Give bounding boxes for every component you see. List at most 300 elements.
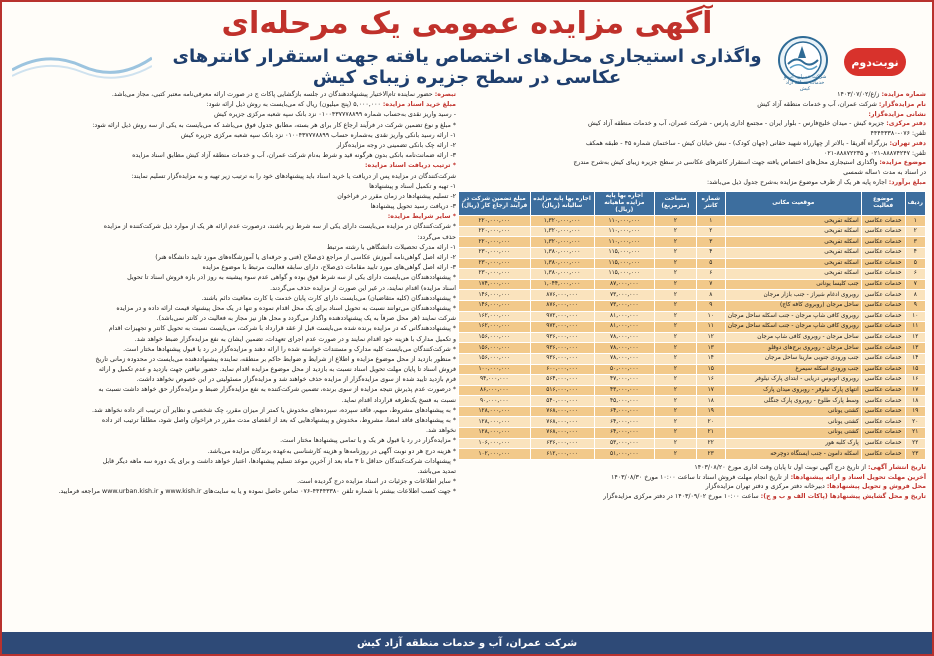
- table-cell: ۲: [655, 396, 697, 407]
- line-text: در اسناد به مدت ۱ساله شمسی: [843, 169, 926, 176]
- table-header-cell: شماره کانتر: [696, 191, 725, 216]
- info-line: [8, 304, 456, 314]
- table-cell: ۶۴,۰۰۰,۰۰۰: [594, 406, 655, 417]
- table-cell: ۷۸,۰۰۰,۰۰۰: [594, 332, 655, 343]
- table-cell: خدمات عکاسی: [861, 258, 905, 269]
- info-line: [8, 151, 456, 161]
- logo-caption: شرکت عمران، آب و خدمات منطقه آزاد کیش: [783, 74, 827, 92]
- table-cell: ۷: [905, 279, 925, 290]
- table-cell: ۱۲: [696, 332, 725, 343]
- table-cell: ۲۱: [696, 428, 725, 439]
- table-cell: ۵۱,۰۰۰,۰۰۰: [594, 449, 655, 460]
- info-line: [458, 473, 926, 483]
- line-text: نسبت به فسخ یک‌طرفه قرارداد اقدام نماید.: [341, 396, 456, 404]
- table-row: [459, 406, 926, 417]
- line-text: واگذاری استیجاری محل‌های اختصاص یافته جهت استقرار کانترهای عکاسی در سطح جزیره زیبای کیش به‌شرح مندرج: [573, 159, 880, 167]
- table-row: [459, 385, 926, 396]
- table-cell: ۱,۳۲۰,۰۰۰,۰۰۰: [530, 216, 594, 227]
- line-label: آخرین مهلت تحویل اسناد و ارائه پیشنهادها:: [790, 473, 926, 481]
- info-line: [458, 90, 926, 100]
- info-line: [8, 345, 456, 355]
- table-row: [459, 322, 926, 333]
- table-cell: ۱۲۸,۰۰۰,۰۰۰: [459, 417, 531, 428]
- table-header-cell: مبلغ تضمین شرکت در فرآیند ارجاع کار (ریال): [459, 191, 531, 216]
- table-row: [459, 396, 926, 407]
- line-text: * مبلغ و نوع تضمین شرکت در فرآیند ارجاع کار برای هر بسته، مطابق جدول فوق می‌باشد که می‌بایست به یکی از سه روش ذیل ارائه شود:: [92, 121, 456, 129]
- line-label: نام مزایده‌گزار:: [878, 100, 926, 108]
- line-label: دفتر مرکزی:: [886, 120, 926, 128]
- info-line: [458, 119, 926, 129]
- table-cell: کشتی یونانی: [725, 428, 861, 439]
- table-cell: ۱۰۰,۰۰۰,۰۰۰: [459, 364, 531, 375]
- table-cell: خدمات عکاسی: [861, 247, 905, 258]
- table-cell: ۲: [655, 438, 697, 449]
- info-line: [8, 243, 456, 253]
- table-cell: ۲: [655, 258, 697, 269]
- table-cell: ۶: [905, 269, 925, 280]
- info-line: [8, 406, 456, 416]
- table-cell: ساحل مرجان (روبروی کافه کاج): [725, 300, 861, 311]
- table-cell: ۹: [905, 300, 925, 311]
- table-cell: ۱۰: [696, 311, 725, 322]
- table-row: [459, 247, 926, 258]
- table-cell: روبروی ادغام شیراز - جنب بازار مرجان: [725, 290, 861, 301]
- info-line: [8, 182, 456, 192]
- table-cell: ۷۶۸,۰۰۰,۰۰۰: [530, 417, 594, 428]
- line-text: * منظور بازدید از محل موضوع مزایده و اطلاع از شرایط و ضوابط حاکم بر منطقه، نماینده پیشنهاددهنده می‌بایست در محدوده زمانی تاریخ: [95, 355, 456, 363]
- info-line: [8, 263, 456, 273]
- table-cell: ۲: [655, 375, 697, 386]
- info-line: [8, 314, 456, 324]
- info-line: [458, 129, 926, 139]
- line-text: ۱- تهیه و تکمیل اسناد و پیشنهادها: [369, 182, 456, 190]
- table-cell: ۱۴: [905, 353, 925, 364]
- table-cell: ۱۶: [696, 375, 725, 386]
- table-cell: ۷۳,۰۰۰,۰۰۰: [594, 300, 655, 311]
- table-cell: ۸۷,۰۰۰,۰۰۰: [594, 279, 655, 290]
- table-cell: ۱۵: [905, 364, 925, 375]
- table-cell: ۲: [655, 290, 697, 301]
- table-cell: ۸۶,۰۰۰,۰۰۰: [459, 385, 531, 396]
- table-cell: ۸۷۶,۰۰۰,۰۰۰: [530, 300, 594, 311]
- line-text: * به پیشنهادهای مشروط، مبهم، فاقد سپرده، سپرده‌های مخدوش یا کمتر از میزان مقرر، چک شخصی و نظایر آن ترتیب اثر داده نخواهد شد.: [92, 406, 456, 414]
- table-cell: ۱۱: [905, 322, 925, 333]
- table-cell: ۶۳۶,۰۰۰,۰۰۰: [530, 438, 594, 449]
- table-cell: خدمات عکاسی: [861, 353, 905, 364]
- line-label: موضوع مزایده:: [879, 159, 926, 167]
- line-text: ۳- ارائه اصل گواهی‌های مورد تایید مقامات ذی‌صلاح، دارای سابقه فعالیت مرتبط با موضوع مزایده: [202, 264, 456, 272]
- table-cell: ۱۲: [905, 332, 925, 343]
- table-row: [459, 428, 926, 439]
- table-cell: اسکله تفریحی: [725, 269, 861, 280]
- auction-details-column: [458, 90, 926, 626]
- table-cell: ۲: [655, 343, 697, 354]
- table-cell: ۷۸,۰۰۰,۰۰۰: [594, 343, 655, 354]
- table-cell: ۲: [655, 311, 697, 322]
- auction-dates-lines: [458, 463, 926, 502]
- line-text: * پیشنهاددهندگان می‌بایست دارای یکی از سه شرط فوق بوده و گواهی عدم سوء پیشینه به روز (در بازه فروش اسناد تا تحویل: [127, 274, 456, 282]
- table-cell: انتهای پارک نیلوفر - روبروی میدان پارک: [725, 385, 861, 396]
- table-cell: ۳: [905, 237, 925, 248]
- table-cell: ۱۳: [696, 343, 725, 354]
- line-label: * سایر شرایط مزایده:: [387, 213, 456, 221]
- table-row: [459, 300, 926, 311]
- table-row: [459, 226, 926, 237]
- table-cell: ۲: [655, 269, 697, 280]
- info-line: [8, 284, 456, 294]
- line-text: تلفن: ۰۷۶-۴۴۴۴۳۳۸۰: [870, 130, 926, 137]
- table-cell: ۵: [696, 258, 725, 269]
- info-line: [8, 192, 456, 202]
- table-cell: ۶۱۲,۰۰۰,۰۰۰: [530, 449, 594, 460]
- info-line: [8, 487, 456, 497]
- table-cell: اسکله تفریحی: [725, 237, 861, 248]
- line-text: اسناد مزایده) اقدام نمایند، در غیر این صورت از مزایده حذف می‌گردند.: [270, 284, 456, 292]
- line-text: از تاریخ انجام مهلت فروش اسناد تا ساعت ۱۰:۰۰ مورخ ۱۴۰۳/۰۸/۳۰: [610, 473, 791, 481]
- table-cell: ۲۲۰,۰۰۰,۰۰۰: [459, 226, 531, 237]
- line-label: شماره مزایده:: [881, 91, 926, 98]
- table-cell: ۱۰۶,۰۰۰,۰۰۰: [459, 438, 531, 449]
- line-text: * شرکت‌کنندگان می‌بایست کلیه مدارک و مستندات خواسته شده را ارائه دهند و مزایده‌گزار در رد یا قبول پیشنهادها مختار است.: [123, 345, 456, 353]
- table-cell: ۷۶۸,۰۰۰,۰۰۰: [530, 428, 594, 439]
- table-cell: ۹۳۶,۰۰۰,۰۰۰: [530, 353, 594, 364]
- table-cell: ۱۴: [696, 353, 725, 364]
- info-line: [458, 139, 926, 149]
- line-text: * درصورت عدم پذیرش نتیجه مزایده از سوی برنده، تضمین شرکت‌کننده به نفع مزایده‌گزار ضبط و مزایده‌گزار حق خواهد داشت نسبت به: [98, 386, 456, 394]
- table-cell: ۲: [655, 449, 697, 460]
- info-line: [8, 172, 456, 182]
- table-cell: ۸۷۶,۰۰۰,۰۰۰: [530, 290, 594, 301]
- table-cell: ۲: [655, 247, 697, 258]
- line-text: تمدید می‌باشد.: [417, 467, 456, 475]
- table-cell: اسکله تفریحی: [725, 258, 861, 269]
- table-cell: جنب ورودی جنوبی مارینا ساحل مرجان: [725, 353, 861, 364]
- line-text: شرکت عمران، آب و خدمات منطقه آزاد کیش: [757, 100, 879, 108]
- line-text: ۳- ارائه ضمانت‌نامه بانکی بدون هرگونه قید و شرط به‌نام شرکت عمران، آب و خدمات منطقه آزاد کیش مطابق اسناد مزایده: [132, 152, 456, 160]
- table-cell: ۹۳۶,۰۰۰,۰۰۰: [530, 343, 594, 354]
- table-cell: خدمات عکاسی: [861, 428, 905, 439]
- line-text: بزرگراه آفریقا - بالاتر از چهارراه شهید حقانی (جهان کودک) - نبش خیابان کیش - ساختمان شماره ۴۵ - طبقه همکف: [585, 139, 890, 147]
- table-cell: خدمات عکاسی: [861, 237, 905, 248]
- table-cell: روبروی کافی شاپ مرجان - جنب اسکله ساحل مرجان: [725, 311, 861, 322]
- info-line: [8, 385, 456, 395]
- line-text: - رسید واریز نقدی به‌حساب شماره ۰۱۰۰۴۳۷۷۷۸۸۹۹ نزد بانک سپه شعبه مرکزی جزیره کیش: [214, 111, 456, 119]
- table-cell: خدمات عکاسی: [861, 300, 905, 311]
- table-cell: ۱۵۶,۰۰۰,۰۰۰: [459, 343, 531, 354]
- table-cell: خدمات عکاسی: [861, 438, 905, 449]
- info-line: [458, 158, 926, 168]
- info-line: [8, 233, 456, 243]
- table-cell: ۲۰: [905, 417, 925, 428]
- info-line: [458, 168, 926, 178]
- table-cell: ۸: [905, 290, 925, 301]
- table-header-cell: ردیف: [905, 191, 925, 216]
- table-cell: ۴۳,۰۰۰,۰۰۰: [594, 385, 655, 396]
- table-cell: ۲۳۰,۰۰۰,۰۰۰: [459, 269, 531, 280]
- table-header-cell: اجاره بها پایه مزایده سالیانه (ریال): [530, 191, 594, 216]
- line-text: * پیشنهادات شرکت‌کنندگان حداقل تا ۳ ماه بعد از آخرین موعد تسلیم پیشنهادها، اعتبار خواهد داشت و برای یک دوره سه ماهه دیگر قابل: [102, 457, 456, 465]
- line-text: تلفن: ۸۸۸۷۴۲۴۷-۰۲۱ و ۸۸۸۷۲۲۳۵-۰۲۱: [824, 149, 926, 157]
- table-cell: ۱۵۶,۰۰۰,۰۰۰: [459, 353, 531, 364]
- table-cell: خدمات عکاسی: [861, 311, 905, 322]
- info-line: [8, 273, 456, 283]
- line-text: ۱- ارائه رسید بانکی واریز نقدی به‌شماره حساب ۰۱۰۰۴۳۷۷۷۸۸۹۹ نزد بانک سپه شعبه مرکزی جزیره کیش: [180, 131, 456, 139]
- table-cell: ۱,۳۸۰,۰۰۰,۰۰۰: [530, 258, 594, 269]
- table-cell: ۲۲۰,۰۰۰,۰۰۰: [459, 216, 531, 227]
- table-cell: ۳: [696, 237, 725, 248]
- table-cell: اسکله تفریحی: [725, 247, 861, 258]
- line-text: * پیشنهاددهندگانی که در مزایده برنده شده می‌بایست قبل از عقد قرارداد با شرکت، می‌بایست نسبت به تحویل کانتر و تجهیزات اقدام: [108, 325, 456, 333]
- table-cell: ۹: [696, 300, 725, 311]
- table-cell: ۱۶: [905, 375, 925, 386]
- table-row: [459, 269, 926, 280]
- table-cell: ۲: [655, 406, 697, 417]
- line-text: ساعت ۱۰:۰۰ مورخ ۱۴۰۳/۰۹/۰۲ در دفتر مرکزی مزایده‌گزار: [603, 493, 761, 501]
- table-row: [459, 290, 926, 301]
- table-cell: ۱۸: [696, 396, 725, 407]
- info-line: [8, 131, 456, 141]
- info-line: [458, 110, 926, 120]
- line-text: * شرکت‌کنندگان در مزایده می‌بایست دارای یکی از سه شرط زیر باشند، درصورت عدم ارائه هر یک از موارد ذیل شرکت‌کننده از مزایده: [103, 223, 456, 231]
- table-cell: ۲۲: [905, 438, 925, 449]
- info-line: [8, 121, 456, 131]
- table-cell: ۶۴,۰۰۰,۰۰۰: [594, 428, 655, 439]
- line-text: * پیشنهاددهندگان (کلیه متقاضیان) می‌بایست دارای کارت پایان خدمت یا کارت معافیت دائم باشند.: [201, 294, 456, 302]
- table-cell: ۵۶۴,۰۰۰,۰۰۰: [530, 375, 594, 386]
- line-label: تاریخ و محل گشایش پیشنهادها (پاکات الف و ب و ج):: [760, 493, 926, 501]
- info-line: [8, 335, 456, 345]
- info-line: [458, 463, 926, 473]
- line-text: ۲- ارائه چک بانکی تضمینی در وجه مزایده‌گزار: [336, 141, 456, 149]
- table-cell: ۹۳۶,۰۰۰,۰۰۰: [530, 332, 594, 343]
- line-text: ۲- تسلیم پیشنهادها در زمان مقرر در فراخوان: [337, 192, 456, 200]
- table-cell: ۱: [905, 216, 925, 227]
- table-row: [459, 216, 926, 227]
- table-cell: کشتی یونانی: [725, 417, 861, 428]
- info-line: [8, 110, 456, 120]
- line-text: شرکت نمایند (هر محل صرفاً به یک پیشنهاددهنده واگذار می‌گردد و محل هاز نیز مجاز به فعالیت در کانتر نمی‌باشد).: [156, 315, 456, 323]
- table-cell: ۲: [655, 226, 697, 237]
- line-text: از تاریخ درج آگهی نوبت اول تا پایان وقت اداری مورخ ۱۴۰۳/۰۸/۲۰: [694, 463, 868, 471]
- table-cell: ۲۲۰,۰۰۰,۰۰۰: [459, 237, 531, 248]
- table-cell: ۲: [655, 417, 697, 428]
- table-cell: ۱۴۶,۰۰۰,۰۰۰: [459, 290, 531, 301]
- table-cell: خدمات عکاسی: [861, 417, 905, 428]
- table-cell: ۱۸: [905, 396, 925, 407]
- table-row: [459, 438, 926, 449]
- table-cell: ۱,۳۲۰,۰۰۰,۰۰۰: [530, 226, 594, 237]
- table-cell: ۲: [655, 428, 697, 439]
- table-cell: ۵: [905, 258, 925, 269]
- table-cell: خدمات عکاسی: [861, 279, 905, 290]
- table-header-cell: اجاره بها پایه مزایده ماهیانه (ریال): [594, 191, 655, 216]
- info-line: [458, 100, 926, 110]
- table-cell: ۲: [655, 385, 697, 396]
- line-text: * هزینه درج هر دو نوبت آگهی در روزنامه‌ها و هزینه کارشناسی به‌عهده برندگان مزایده می‌باشد.: [207, 447, 456, 455]
- table-cell: ۱۶۲,۰۰۰,۰۰۰: [459, 322, 531, 333]
- table-cell: ۱۲۸,۰۰۰,۰۰۰: [459, 406, 531, 417]
- wave-decoration: [12, 40, 152, 80]
- table-cell: اسکله تفریحی: [725, 226, 861, 237]
- line-label: نشانی مزایده‌گزار:: [868, 110, 926, 118]
- info-line: [8, 447, 456, 457]
- table-cell: ۲۱: [905, 428, 925, 439]
- line-text: ۲- ارائه اصل گواهی‌نامه آموزش عکاسی از مراجع ذی‌صلاح (فنی و حرفه‌ای یا آموزشگاه‌های مورد تایید دانشگاه هنر): [155, 254, 456, 261]
- table-header-cell: موقعیت مکانی: [725, 191, 861, 216]
- line-text: حضور نماینده تام‌الاختیار پیشنهاددهندگان در جلسه بازگشایی پاکات ج در صورت ارائه معرفی‌نامه معتبر کتبی، مجاز می‌باشد.: [111, 91, 435, 98]
- table-cell: ۱۱۵,۰۰۰,۰۰۰: [594, 258, 655, 269]
- line-text: * مزایده‌گزار در رد یا قبول هر یک و یا تمامی پیشنهادها مختار است.: [280, 437, 456, 445]
- table-row: [459, 279, 926, 290]
- table-header-cell: مساحت (مترمربع): [655, 191, 697, 216]
- info-line: [8, 355, 456, 365]
- table-cell: ۱۰۲,۰۰۰,۰۰۰: [459, 449, 531, 460]
- table-cell: ۴۷,۰۰۰,۰۰۰: [594, 375, 655, 386]
- table-cell: ۱۵: [696, 364, 725, 375]
- auction-items-table: [458, 191, 926, 460]
- line-text: دبیرخانه دفتر مرکزی و دفتر تهران مزایده‌گزار: [705, 483, 827, 491]
- table-body: [459, 216, 926, 460]
- line-label: دفتر تهران:: [889, 139, 926, 147]
- table-cell: ۲: [655, 237, 697, 248]
- table-cell: جنب ورودی اسکله سیمرغ: [725, 364, 861, 375]
- table-cell: ۵۱۶,۰۰۰,۰۰۰: [530, 385, 594, 396]
- info-line: [8, 467, 456, 477]
- table-cell: ۴: [696, 247, 725, 258]
- table-cell: ۲۳: [905, 449, 925, 460]
- table-cell: خدمات عکاسی: [861, 216, 905, 227]
- table-cell: ۲: [905, 226, 925, 237]
- auction-conditions-column: [8, 90, 456, 626]
- table-row: [459, 353, 926, 364]
- table-cell: ۶۰۰,۰۰۰,۰۰۰: [530, 364, 594, 375]
- info-line: [8, 212, 456, 222]
- table-cell: ۱۱۰,۰۰۰,۰۰۰: [594, 237, 655, 248]
- info-line: [8, 457, 456, 467]
- line-text: اجاره پایه هر یک از ظرف موضوع مزایده به‌شرح جدول ذیل می‌باشد:: [707, 178, 889, 186]
- info-line: [8, 222, 456, 232]
- line-text: * به پیشنهادهای فاقد امضا، مشروط، مخدوش و پیشنهادهایی که بعد از انقضای مدت مقرر در فراخوان واصل شود، مطلقاً ترتیب اثر داده: [101, 417, 456, 424]
- line-text: ۳- دریافت رسید تحویل پیشنهادها: [370, 203, 456, 211]
- info-line: [458, 492, 926, 502]
- table-row: [459, 375, 926, 386]
- line-text: * سایر اطلاعات و جزئیات در اسناد مزایده درج گردیده است.: [297, 478, 456, 486]
- line-text: جزیره کیش - میدان خلیج‌فارس - بلوار ایران - مجتمع اداری پارس - شرکت عمران، آب و خدمات منطقه آزاد کیش: [587, 120, 887, 128]
- line-label: مبلغ خرید اسناد مزایده:: [382, 101, 456, 109]
- table-cell: ۲: [655, 332, 697, 343]
- table-row: [459, 311, 926, 322]
- page-title: آگهی مزایده عمومی یک مرحله‌ای: [221, 6, 713, 41]
- line-text: شرکت‌کنندگان در مزایده پس از دریافت یا خرید اسناد باید پیشنهادهای خود را به ترتیب زیر تهیه و به مزایده‌گزار تسلیم نمایند:: [131, 172, 456, 180]
- info-line: [8, 294, 456, 304]
- table-cell: ۷۶۸,۰۰۰,۰۰۰: [530, 406, 594, 417]
- table-cell: وسط پارک طلوع - روبروی پارک جنگلی: [725, 396, 861, 407]
- table-cell: ۹۷۲,۰۰۰,۰۰۰: [530, 322, 594, 333]
- table-cell: اسکله تفریحی: [725, 216, 861, 227]
- table-cell: روبروی کافی شاپ مرجان - جنب اسکله ساحل مرجان: [725, 322, 861, 333]
- info-line: [8, 477, 456, 487]
- table-row: [459, 237, 926, 248]
- table-cell: ۶: [696, 269, 725, 280]
- table-cell: ۶۴,۰۰۰,۰۰۰: [594, 417, 655, 428]
- info-line: [8, 365, 456, 375]
- info-line: [8, 202, 456, 212]
- line-text: فروش اسناد تا پایان مهلت تحویل اسناد نسبت به بازدید از محل موضوع مزایده اقدام نماید. حضور نیافتن جهت بازدید و عدم تکمیل و ارائه: [98, 366, 456, 374]
- table-cell: ۹۴,۰۰۰,۰۰۰: [459, 375, 531, 386]
- table-cell: ۱۲۸,۰۰۰,۰۰۰: [459, 428, 531, 439]
- conditions-lines: [8, 90, 456, 498]
- table-cell: ۱۷: [696, 385, 725, 396]
- table-cell: ساحل مرجان - روبروی برج‌های دوقلو: [725, 343, 861, 354]
- info-line: [8, 161, 456, 171]
- table-cell: ۹۰,۰۰۰,۰۰۰: [459, 396, 531, 407]
- line-text: فرم بازدید تایید شده از سوی مزایده‌گزار از مزایده حذف خواهند شد و مزایده‌گزار مسئولیتی در این خصوص نخواهد داشت.: [136, 376, 456, 384]
- table-row: [459, 449, 926, 460]
- table-row: [459, 332, 926, 343]
- table-cell: ۹۷۲,۰۰۰,۰۰۰: [530, 311, 594, 322]
- table-cell: ۱۶۲,۰۰۰,۰۰۰: [459, 311, 531, 322]
- table-cell: ۴۵,۰۰۰,۰۰۰: [594, 396, 655, 407]
- table-cell: خدمات عکاسی: [861, 364, 905, 375]
- table-cell: ۱۷: [905, 385, 925, 396]
- table-cell: ۱,۳۸۰,۰۰۰,۰۰۰: [530, 247, 594, 258]
- table-cell: خدمات عکاسی: [861, 290, 905, 301]
- page-subtitle: واگذاری استیجاری محل‌های اختصاص یافته جهت استقرار کانترهای عکاسی در سطح جزیره زیبای کیش: [172, 46, 762, 88]
- table-cell: ۲: [655, 300, 697, 311]
- table-cell: اسکله دامون - جنب ایستگاه دوچرخه: [725, 449, 861, 460]
- table-cell: ۲۳۰,۰۰۰,۰۰۰: [459, 247, 531, 258]
- table-row: [459, 343, 926, 354]
- table-cell: خدمات عکاسی: [861, 269, 905, 280]
- table-cell: خدمات عکاسی: [861, 343, 905, 354]
- line-text: حذف می‌گردد:: [417, 233, 456, 241]
- table-cell: ۵۰,۰۰۰,۰۰۰: [594, 364, 655, 375]
- info-line: [8, 100, 456, 110]
- info-line: [8, 426, 456, 436]
- line-text: ز/ع/۱۴۰۳/۰۷/۰۲: [837, 91, 882, 98]
- table-cell: خدمات عکاسی: [861, 385, 905, 396]
- table-cell: ۱,۳۸۰,۰۰۰,۰۰۰: [530, 269, 594, 280]
- info-line: [458, 178, 926, 188]
- table-cell: ۱۴۶,۰۰۰,۰۰۰: [459, 300, 531, 311]
- table-row: [459, 417, 926, 428]
- table-cell: ۱,۳۲۰,۰۰۰,۰۰۰: [530, 237, 594, 248]
- line-label: مبلغ برآورد:: [888, 178, 926, 186]
- table-cell: خدمات عکاسی: [861, 332, 905, 343]
- info-line: [8, 375, 456, 385]
- info-line: [8, 436, 456, 446]
- table-cell: ۱۵۶,۰۰۰,۰۰۰: [459, 332, 531, 343]
- line-text: نخواهد شد.: [425, 427, 456, 435]
- info-line: [8, 416, 456, 426]
- table-cell: ۲۰: [696, 417, 725, 428]
- line-label: * ترتیب دریافت اسناد مزایده:: [364, 162, 456, 170]
- footer-bar: شرکت عمران، آب و خدمات منطقه آزاد کیش: [2, 632, 932, 654]
- line-text: و تکمیل مدارک با هزینه خود اقدام نمایند و در صورت عدم اجرای تعهدات، تضمین ایشان به نفع مزایده‌گزار ضبط خواهد شد.: [134, 335, 456, 343]
- table-cell: ۸۱,۰۰۰,۰۰۰: [594, 322, 655, 333]
- table-cell: ۱۱۰,۰۰۰,۰۰۰: [594, 226, 655, 237]
- table-cell: کشتی یونانی: [725, 406, 861, 417]
- table-cell: خدمات عکاسی: [861, 226, 905, 237]
- table-row: [459, 364, 926, 375]
- line-text: * جهت کسب اطلاعات بیشتر با شماره تلفن ۴۴۴۴۳۳۸۰-۰۷۶ تماس حاصل نموده و یا به سایت‌های www.kish.ir و www.urban.kish.ir مراجعه فرمایید.: [58, 488, 456, 496]
- table-cell: ۷: [696, 279, 725, 290]
- table-cell: ۴: [905, 247, 925, 258]
- table-cell: ۵۴۰,۰۰۰,۰۰۰: [530, 396, 594, 407]
- table-cell: ۱,۰۴۴,۰۰۰,۰۰۰: [530, 279, 594, 290]
- line-label: تاریخ انتشار آگهی:: [868, 463, 926, 471]
- table-cell: ۱۰: [905, 311, 925, 322]
